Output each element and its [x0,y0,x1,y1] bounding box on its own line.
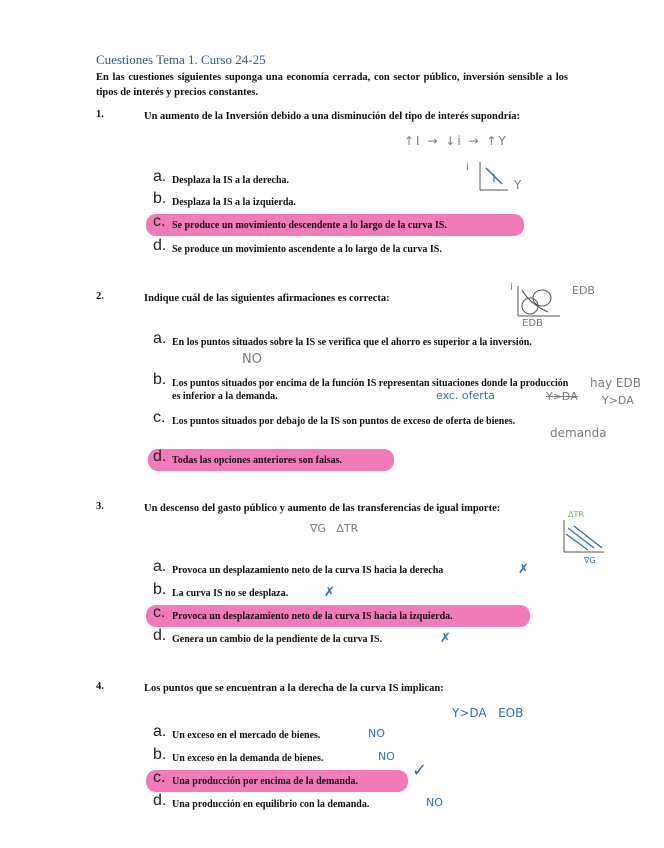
q2-option-a-text: En los puntos situados sobre la IS se verifica que el ahorro es superior a la inversión. [172,337,532,348]
q4-option-b-text: Un exceso en la demanda de bienes. [172,753,324,764]
q3-option-b-letter: b. [153,581,167,598]
q4-option-a-text: Un exceso en el mercado de bienes. [172,730,321,741]
q1-option-d-letter: d. [153,237,167,254]
q3-shifts-annotation: ∇G ΔTR [310,522,359,535]
q3a-cross-mark: ✗ [518,562,529,577]
q1-graph-i-label: i [466,162,469,173]
q2-option-d [153,448,343,467]
question-3-text: Un descenso del gasto público y aumento de las transferencias de igual importe: [144,503,501,514]
q2c-demanda-mark: demanda [550,426,607,440]
q2a-no-mark: NO [242,352,262,367]
q1-option-d [153,237,442,256]
q4d-no-mark: NO [426,796,443,809]
q4a-no-mark: NO [368,727,385,740]
question-1-number: 1. [96,109,104,120]
q2-option-a [153,330,572,349]
q1-chain-annotation: ↑I → ↓i → ↑Y [404,134,508,148]
q1-option-a-text: Desplaza la IS a la derecha. [172,175,290,186]
q2-option-d-letter: d. [153,448,167,465]
q3-option-a-letter: a. [153,558,167,575]
q2b-exc-oferta-mark: exc. oferta [436,389,495,402]
q3d-cross-mark: ✗ [440,631,451,646]
question-1-text: Un aumento de la Inversión debido a una disminución del tipo de interés supondría: [144,111,521,122]
q2-option-b-letter: b. [153,371,167,388]
q2-option-b [153,371,572,403]
q4-note-annotation: Y>DA EOB [452,706,524,720]
q2-side-hay-edb: hay EDB [590,376,641,390]
question-3-number: 3. [96,501,104,512]
q1-option-b-text: Desplaza la IS a la izquierda. [172,197,296,208]
q4-option-c-text: Una producción por encima de la demanda. [172,776,359,787]
q3-option-c-letter: c. [153,604,166,621]
q2-is-sketch [508,282,578,328]
q4-option-c [153,769,359,788]
q2-option-b-text: Los puntos situados por encima de la función IS representan situaciones donde la producción es inferior a la demanda. [172,378,569,402]
q1-option-c [153,213,447,232]
document-title: Cuestiones Tema 1. Curso 24-25 [96,52,266,67]
q2-option-c-text: Los puntos situados por debajo de la IS son puntos de exceso de oferta de bienes. [172,416,516,427]
q4-option-b-letter: b. [153,746,167,763]
q2-option-a-letter: a. [153,330,167,347]
q1-graph-y-label: Y [514,178,522,192]
q4-option-d-text: Una producción en equilibrio con la demanda. [172,799,370,810]
q3-option-d [153,627,383,646]
q4-option-c-letter: c. [153,769,166,786]
q3-option-a-text: Provoca un desplazamiento neto de la curva IS hacia la derecha [172,565,444,576]
question-4-text: Los puntos que se encuentran a la derecha de la curva IS implican: [144,683,444,694]
q2-option-c [153,409,572,428]
intro-paragraph: En las cuestiones siguientes suponga una economía cerrada, con sector público, inversión sensible a los tipos de interés y precios constantes. [96,72,568,98]
q4-option-a [153,723,321,742]
q3-option-d-text: Genera un cambio de la pendiente de la curva IS. [172,634,383,645]
q2-option-d-text: Todas las opciones anteriores son falsas. [172,455,343,466]
q1-option-b [153,190,296,209]
q3-option-c [153,604,453,623]
q3b-cross-mark: ✗ [324,585,335,600]
q3-option-d-letter: d. [153,627,167,644]
q4-option-d [153,792,370,811]
q3-option-a [153,558,444,577]
question-4-number: 4. [96,681,104,692]
q1-option-c-letter: c. [153,213,166,230]
q2-graph-i-label: i [510,282,513,293]
question-2-number: 2. [96,291,104,302]
q2-edb-top: EDB [572,284,595,297]
q3-graph-top-label: ΔTR [568,510,584,519]
q4-option-a-letter: a. [153,723,167,740]
q4-option-d-letter: d. [153,792,167,809]
q1-option-d-text: Se produce un movimiento ascendente a lo largo de la curva IS. [172,244,442,255]
q2-edb-bottom: EDB [522,318,543,329]
q3-option-b-text: La curva IS no se desplaza. [172,588,289,599]
q1-option-b-letter: b. [153,190,167,207]
q2b-y-da-mark: Y>DA [546,390,578,403]
q3-option-c-text: Provoca un desplazamiento neto de la curva IS hacia la izquierda. [172,611,453,622]
q4-option-b [153,746,324,765]
q4c-check-mark: ✓ [412,760,428,781]
q1-option-a [153,168,290,187]
q3-option-b [153,581,289,600]
q4b-no-mark: NO [378,750,395,763]
q1-option-a-letter: a. [153,168,167,185]
q3-graph-bottom-label: ∇G [584,556,596,565]
q1-option-c-text: Se produce un movimiento descendente a lo largo de la curva IS. [172,220,447,231]
q2-side-y-da: Y>DA [602,394,634,407]
question-2-text: Indique cuál de las siguientes afirmaciones es correcta: [144,293,390,304]
q2-option-c-letter: c. [153,409,166,426]
